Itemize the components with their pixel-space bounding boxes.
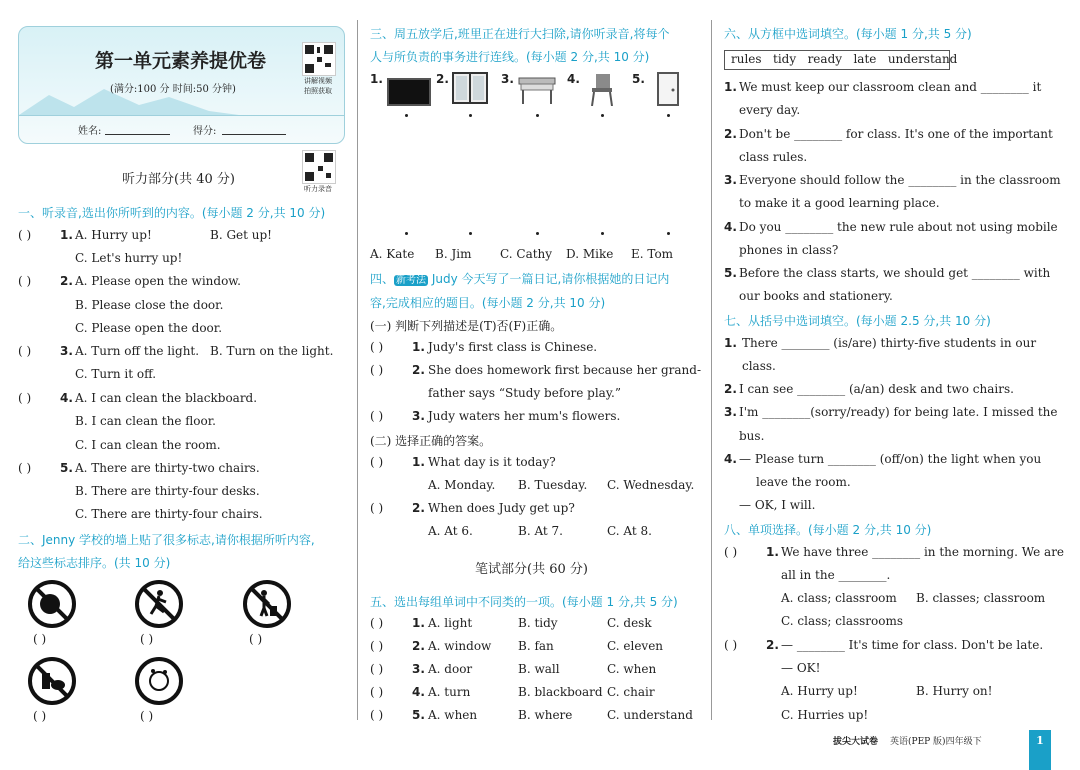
picture-number: 2. xyxy=(436,72,449,86)
option-a: A. when xyxy=(428,708,478,722)
section-4-heading-line1 xyxy=(370,270,669,287)
match-dot[interactable] xyxy=(667,114,670,117)
match-dot[interactable] xyxy=(601,232,604,235)
match-dot[interactable] xyxy=(405,232,408,235)
option-b: B. There are thirty-four desks. xyxy=(75,484,260,498)
section-3-heading-line2: 人与所负责的事务进行连线。(每小题 2 分,共 10 分) xyxy=(370,50,650,64)
name-line xyxy=(105,134,170,135)
answer-paren[interactable]: ( ) xyxy=(370,409,384,423)
chair-icon xyxy=(586,72,616,106)
section-3-heading-line1: 三、周五放学后,班里正在进行大扫除,请你听录音,将每个 xyxy=(370,27,670,41)
picture-number: 3. xyxy=(501,72,514,86)
fill-sentence[interactable]: — Please turn ________ (off/on) the light when you xyxy=(739,452,1042,466)
statement: Judy waters her mum's flowers. xyxy=(428,409,621,423)
question-number: 1. xyxy=(412,455,425,469)
fill-sentence-cont: every day. xyxy=(739,103,801,117)
option-c: C. Wednesday. xyxy=(607,478,695,492)
statement: Judy's first class is Chinese. xyxy=(428,340,598,354)
sign-answer-paren[interactable]: ( ) xyxy=(140,709,154,723)
answer-paren[interactable]: ( ) xyxy=(370,685,384,699)
option-b: B. Please close the door. xyxy=(75,298,224,312)
option-a: A. light xyxy=(428,616,473,630)
question-number: 1. xyxy=(766,545,779,559)
option-c: C. There are thirty-four chairs. xyxy=(75,507,263,521)
sign-answer-paren[interactable]: ( ) xyxy=(249,632,263,646)
option-c: C. when xyxy=(607,662,657,676)
section-4-number: 四、 xyxy=(370,272,395,286)
word-bank: rules tidy ready late understand xyxy=(731,52,958,66)
option-a: A. door xyxy=(428,662,473,676)
option-c: C. I can clean the room. xyxy=(75,438,221,452)
option-b: B. Get up! xyxy=(210,228,273,242)
fill-sentence[interactable]: We must keep our classroom clean and ________ it xyxy=(739,80,1042,94)
word-bank-box xyxy=(724,50,958,70)
name-label: 姓名: xyxy=(78,126,102,137)
score-time-info: (满分:100 分 时间:50 分钟) xyxy=(110,84,236,95)
match-dot[interactable] xyxy=(469,232,472,235)
section-5-heading: 五、选出每组单词中不同类的一项。(每小题 1 分,共 5 分) xyxy=(370,595,678,609)
answer-paren[interactable]: ( ) xyxy=(370,639,384,653)
option-c: C. Please open the door. xyxy=(75,321,223,335)
question-text: We have three ________ in the morning. We are xyxy=(781,545,1065,559)
qr-code-audio-icon[interactable] xyxy=(302,150,336,184)
answer-paren[interactable]: ( ) xyxy=(724,638,738,652)
option-a: A. turn xyxy=(428,685,471,699)
section-8-heading: 八、单项选择。(每小题 2 分,共 10 分) xyxy=(724,523,932,537)
page-title: 第一单元素养提优卷 xyxy=(95,50,267,72)
fill-sentence-cont: class rules. xyxy=(739,150,808,164)
question-text-cont: all in the ________. xyxy=(781,568,891,582)
answer-paren[interactable]: ( ) xyxy=(18,461,32,475)
handwashing-sign-icon xyxy=(135,657,183,705)
match-dot[interactable] xyxy=(405,114,408,117)
match-dot[interactable] xyxy=(469,114,472,117)
dialogue-reply: — OK, I will. xyxy=(739,498,816,512)
statement-cont: father says “Study before play.” xyxy=(428,386,621,400)
footer-brand: 拔尖大试卷 xyxy=(833,737,879,747)
blackboard-icon xyxy=(387,78,431,106)
option-c: C. eleven xyxy=(607,639,664,653)
page-number: 1 xyxy=(1036,734,1044,747)
option-b: B. fan xyxy=(518,639,554,653)
option-b: B. classes; classroom xyxy=(916,591,1046,605)
option-c: C. Turn it off. xyxy=(75,367,157,381)
score-line xyxy=(222,134,286,135)
question-text-cont: — OK! xyxy=(781,661,821,675)
new-question-type-badge: 新考法 xyxy=(396,275,427,286)
question-number: 4. xyxy=(60,391,73,405)
answer-paren[interactable]: ( ) xyxy=(370,455,384,469)
name-option: E. Tom xyxy=(631,247,674,261)
option-a: A. At 6. xyxy=(428,524,473,538)
fill-sentence[interactable]: Don't be ________ for class. It's one of the important xyxy=(739,127,1053,141)
answer-paren[interactable]: ( ) xyxy=(18,228,32,242)
qr-caption-audio: 听力录音 xyxy=(304,185,332,193)
option-c: C. Let's hurry up! xyxy=(75,251,183,265)
answer-paren[interactable]: ( ) xyxy=(370,363,384,377)
question-number: 2. xyxy=(60,274,73,288)
picture-number: 5. xyxy=(632,72,645,86)
question-number: 3. xyxy=(724,405,737,419)
fill-sentence[interactable]: Everyone should follow the ________ in the classroom xyxy=(739,173,1061,187)
option-c: C. chair xyxy=(607,685,655,699)
question-number: 1. xyxy=(60,228,73,242)
fill-sentence-cont: phones in class? xyxy=(739,243,839,257)
listening-title: 听力部分(共 40 分) xyxy=(122,172,235,187)
section-6-heading: 六、从方框中选词填空。(每小题 1 分,共 5 分) xyxy=(724,27,972,41)
section-1-heading: 一、听录音,选出你所听到的内容。(每小题 2 分,共 10 分) xyxy=(18,206,326,220)
option-b: B. Tuesday. xyxy=(518,478,588,492)
question-text: What day is it today? xyxy=(428,455,556,469)
fill-sentence-cont: our books and stationery. xyxy=(739,289,893,303)
column-divider-2 xyxy=(711,20,712,720)
picture-number: 4. xyxy=(567,72,580,86)
fill-sentence[interactable]: There ________ (is/are) thirty-five students in our xyxy=(742,336,1037,350)
question-number: 4. xyxy=(412,685,425,699)
fill-sentence[interactable]: I'm ________(sorry/ready) for being late. I missed the xyxy=(739,405,1058,419)
question-number: 5. xyxy=(724,266,737,280)
section-7-heading: 七、从括号中选词填空。(每小题 2.5 分,共 10 分) xyxy=(724,314,991,328)
section-2-heading-line1: 二、Jenny 学校的墙上贴了很多标志,请你根据所听内容, xyxy=(18,533,315,547)
fill-sentence[interactable]: Before the class starts, we should get ________ with xyxy=(739,266,1051,280)
option-c: C. understand xyxy=(607,708,693,722)
writing-title: 笔试部分(共 60 分) xyxy=(475,562,588,577)
option-a: A. Hurry up! xyxy=(75,228,152,242)
sign-answer-paren[interactable]: ( ) xyxy=(140,632,154,646)
question-text: When does Judy get up? xyxy=(428,501,575,515)
no-running-sign-icon xyxy=(135,580,183,628)
question-number: 2. xyxy=(724,127,737,141)
answer-paren[interactable]: ( ) xyxy=(18,344,32,358)
answer-paren[interactable]: ( ) xyxy=(724,545,738,559)
answer-paren[interactable]: ( ) xyxy=(370,340,384,354)
option-b: B. Turn on the light. xyxy=(210,344,334,358)
match-dot[interactable] xyxy=(667,232,670,235)
question-number: 1. xyxy=(724,80,737,94)
section-4-heading-line2: 容,完成相应的题目。(每小题 2 分,共 10 分) xyxy=(370,296,606,310)
question-number: 2. xyxy=(412,363,425,377)
option-c: C. desk xyxy=(607,616,652,630)
section-4-heading-text: Judy 今天写了一篇日记,请你根据她的日记内 xyxy=(428,272,670,286)
footer-subject: 英语(PEP 版)四年级下 xyxy=(890,737,982,747)
option-a: A. class; classroom xyxy=(781,591,897,605)
door-icon xyxy=(656,72,680,106)
question-number: 1. xyxy=(412,340,425,354)
page-number-tab xyxy=(1029,730,1051,770)
question-number: 2. xyxy=(724,382,737,396)
option-a: A. Turn off the light. xyxy=(75,344,200,358)
qr-caption-1: 讲解视频 xyxy=(304,77,332,85)
question-number: 2. xyxy=(412,639,425,653)
window-icon xyxy=(452,72,488,104)
option-b: B. wall xyxy=(518,662,560,676)
no-noise-sign-icon xyxy=(28,580,76,628)
question-number: 4. xyxy=(724,452,737,466)
answer-paren[interactable]: ( ) xyxy=(370,662,384,676)
fill-sentence-cont: to make it a good learning place. xyxy=(739,196,940,210)
fill-sentence[interactable]: Do you ________ the new rule about not using mobile xyxy=(739,220,1058,234)
option-a: A. Please open the window. xyxy=(75,274,241,288)
option-a: A. window xyxy=(428,639,492,653)
option-a: A. Hurry up! xyxy=(781,684,858,698)
column-divider-1 xyxy=(357,20,358,720)
score-label: 得分: xyxy=(193,126,217,137)
name-option: B. Jim xyxy=(435,247,472,261)
option-b: B. I can clean the floor. xyxy=(75,414,216,428)
option-b: B. At 7. xyxy=(518,524,563,538)
fill-sentence-cont: leave the room. xyxy=(756,475,851,489)
question-number: 1. xyxy=(412,616,425,630)
match-dot[interactable] xyxy=(601,114,604,117)
option-b: B. Hurry on! xyxy=(916,684,993,698)
sign-answer-paren[interactable]: ( ) xyxy=(33,709,47,723)
option-a: A. Monday. xyxy=(428,478,496,492)
part-1-instruction: (一) 判断下列描述是(T)否(F)正确。 xyxy=(370,319,563,333)
option-b: B. blackboard xyxy=(518,685,603,699)
section-2-heading-line2: 给这些标志排序。(共 10 分) xyxy=(18,556,171,570)
question-number: 4. xyxy=(724,220,737,234)
match-dot[interactable] xyxy=(536,114,539,117)
answer-paren[interactable]: ( ) xyxy=(18,274,32,288)
option-a: A. There are thirty-two chairs. xyxy=(75,461,260,475)
no-food-drink-sign-icon xyxy=(28,657,76,705)
question-number: 3. xyxy=(60,344,73,358)
part-2-instruction: (二) 选择正确的答案。 xyxy=(370,434,492,448)
option-c: C. At 8. xyxy=(607,524,652,538)
question-number: 1. xyxy=(724,336,737,350)
question-number: 2. xyxy=(766,638,779,652)
use-trash-bin-sign-icon xyxy=(243,580,291,628)
question-number: 3. xyxy=(412,409,425,423)
question-number: 3. xyxy=(412,662,425,676)
option-c: C. class; classrooms xyxy=(781,614,904,628)
sign-answer-paren[interactable]: ( ) xyxy=(33,632,47,646)
picture-number: 1. xyxy=(370,72,383,86)
question-text: — ________ It's time for class. Don't be late. xyxy=(781,638,1044,652)
option-b: B. tidy xyxy=(518,616,558,630)
fill-sentence[interactable]: I can see ________ (a/an) desk and two chairs. xyxy=(739,382,1014,396)
option-b: B. where xyxy=(518,708,573,722)
name-option: A. Kate xyxy=(370,247,415,261)
desk-icon xyxy=(517,72,557,104)
qr-caption-2: 拍照获取 xyxy=(304,87,332,95)
name-option: C. Cathy xyxy=(500,247,553,261)
name-option: D. Mike xyxy=(566,247,614,261)
answer-paren[interactable]: ( ) xyxy=(370,616,384,630)
answer-paren[interactable]: ( ) xyxy=(370,708,384,722)
option-a: A. I can clean the blackboard. xyxy=(75,391,258,405)
answer-paren[interactable]: ( ) xyxy=(18,391,32,405)
match-dot[interactable] xyxy=(536,232,539,235)
fill-sentence-cont: bus. xyxy=(739,429,765,443)
question-number: 3. xyxy=(724,173,737,187)
question-number: 2. xyxy=(412,501,425,515)
question-number: 5. xyxy=(60,461,73,475)
qr-code-video-icon[interactable] xyxy=(302,42,336,76)
question-number: 5. xyxy=(412,708,425,722)
fill-sentence-cont: class. xyxy=(742,359,776,373)
statement: She does homework first because her grand- xyxy=(428,363,702,377)
answer-paren[interactable]: ( ) xyxy=(370,501,384,515)
option-c: C. Hurries up! xyxy=(781,708,869,722)
